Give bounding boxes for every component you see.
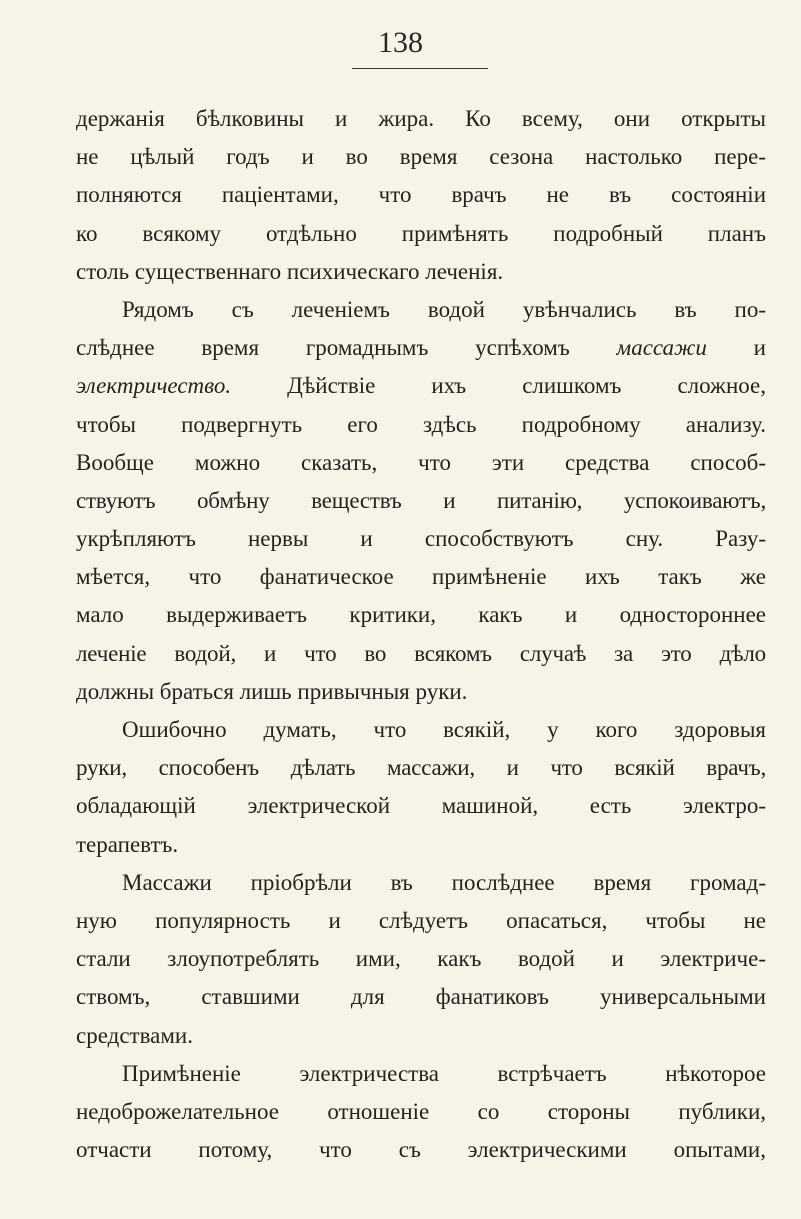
text-line bbox=[76, 367, 766, 405]
text-line: Примѣненіе электричества встрѣчаетъ нѣкоторое bbox=[122, 1060, 766, 1086]
text-line: терапевтъ. bbox=[76, 831, 179, 857]
text-line: леченіе водой, и что во всякомъ случаѣ за это дѣло bbox=[76, 640, 766, 666]
text-line: Вообще можно сказать, что эти средства способ- bbox=[76, 449, 766, 475]
text-line: ко всякому отдѣльно примѣнять подробный планъ bbox=[76, 220, 766, 246]
italic-term: массажи bbox=[616, 335, 707, 361]
body-text bbox=[76, 100, 766, 1169]
italic-term: электричество. bbox=[76, 373, 232, 399]
text-line: средствами. bbox=[76, 1022, 193, 1048]
text-line: полняются паціентами, что врачъ не въ состояніи bbox=[76, 182, 766, 208]
text-line: отчасти потому, что съ электрическими опытами, bbox=[76, 1137, 766, 1163]
text-line: должны браться лишь привычныя руки. bbox=[76, 678, 468, 704]
text-line: мало выдерживаетъ критики, какъ и одностороннее bbox=[76, 602, 766, 628]
page-number: 138 bbox=[378, 26, 423, 59]
text-line: мѣется, что фанатическое примѣненіе ихъ такъ же bbox=[76, 564, 766, 590]
text-line: ную популярность и слѣдуетъ опасаться, чтобы не bbox=[76, 907, 766, 933]
header-rule bbox=[352, 68, 488, 69]
text-line: ствуютъ обмѣну веществъ и питанію, успокоиваютъ, bbox=[76, 487, 766, 513]
text-line bbox=[76, 329, 766, 367]
text-line: не цѣлый годъ и во время сезона настолько пере- bbox=[76, 144, 766, 170]
text-line: чтобы подвергнуть его здѣсь подробному анализу. bbox=[76, 411, 766, 437]
text-line: ствомъ, ставшими для фанатиковъ универсальными bbox=[76, 984, 766, 1010]
text-line: столь существеннаго психическаго леченія. bbox=[76, 258, 504, 284]
text-fragment: Дѣйствіе ихъ слишкомъ сложное, bbox=[231, 373, 766, 399]
text-fragment: слѣднее время громаднымъ успѣхомъ bbox=[76, 335, 617, 361]
text-line: Массажи пріобрѣли въ послѣднее время громад- bbox=[122, 869, 766, 895]
text-line: Ошибочно думать, что всякій, у кого здоровыя bbox=[122, 717, 766, 742]
text-line: Рядомъ съ леченіемъ водой увѣнчались въ по- bbox=[122, 296, 766, 322]
text-line: укрѣпляютъ нервы и способствуютъ сну. Разу- bbox=[76, 526, 766, 552]
text-line: держанія бѣлковины и жира. Ко всему, они открыты bbox=[76, 106, 766, 131]
text-line: стали злоупотреблять ими, какъ водой и электриче- bbox=[76, 946, 766, 972]
text-fragment: и bbox=[706, 335, 766, 361]
text-line: руки, способенъ дѣлать массажи, и что всякій врачъ, bbox=[76, 755, 766, 781]
text-line: недоброжелательное отношеніе со стороны публики, bbox=[76, 1098, 766, 1124]
text-line: обладающій электрической машиной, есть электро- bbox=[76, 793, 766, 819]
